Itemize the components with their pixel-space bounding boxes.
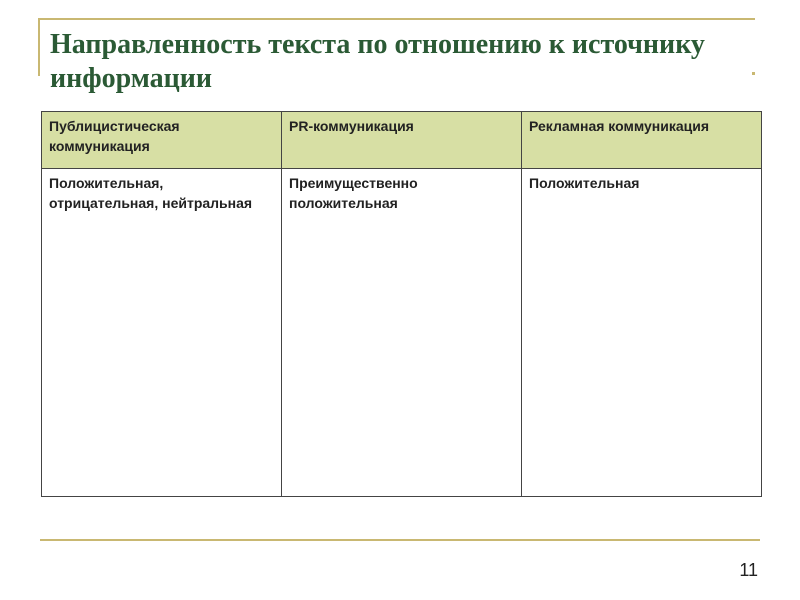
top-divider bbox=[38, 18, 755, 20]
bottom-divider bbox=[40, 539, 760, 541]
cell-pr: Преимущественно положительная bbox=[282, 169, 522, 497]
left-divider bbox=[38, 18, 40, 76]
page-number: 11 bbox=[739, 560, 758, 580]
decorative-dot bbox=[752, 72, 755, 75]
header-pr: PR-коммуникация bbox=[282, 112, 522, 169]
cell-advertising: Положительная bbox=[522, 169, 762, 497]
slide-title: Направленность текста по отношению к источнику информации bbox=[50, 29, 705, 94]
table-row bbox=[42, 169, 762, 497]
header-publicistic: Публицистическая коммуникация bbox=[42, 112, 282, 169]
cell-publicistic: Положительная, отрицательная, нейтральная bbox=[42, 169, 282, 497]
comparison-table bbox=[41, 111, 762, 497]
table-header-row bbox=[42, 112, 762, 169]
header-advertising: Рекламная коммуникация bbox=[522, 112, 762, 169]
